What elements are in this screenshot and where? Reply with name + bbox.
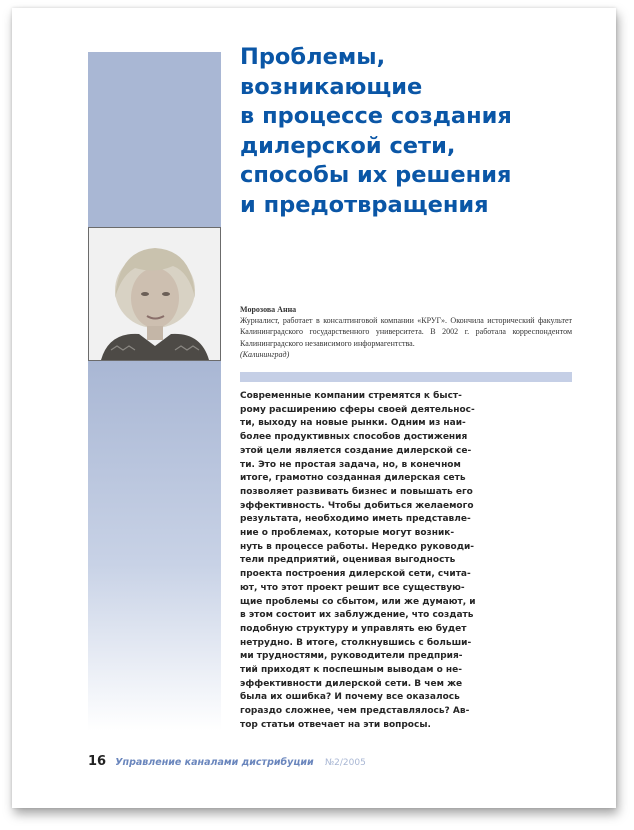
title-line: Проблемы, [240,44,386,70]
lead-line: гораздо сложнее, чем представлялось? Ав- [240,706,470,717]
lead-line: рому расширению сферы своей деятельнос- [240,404,475,415]
page-number: 16 [88,754,107,769]
title-line: дилерской сети, [240,132,456,159]
decorative-blue-block-top [88,52,221,227]
title-line: и предотвращения [240,191,489,218]
author-block [240,304,572,360]
separator-bar [240,372,572,382]
author-photo [88,227,221,361]
lead-line: нетрудно. В итоге, столкнувшись с больши- [240,637,472,648]
title-line: в процессе создания [240,103,512,129]
lead-line: тий приходят к поспешным выводам о не- [240,665,462,676]
article-title [240,43,580,220]
lead-line: подобную структуру и управлять ею будет [240,623,467,634]
lead-line: ти, выходу на новые рынки. Одним из наи- [240,418,466,429]
lead-line: в этом состоит их заблуждение, что создать [240,610,474,621]
author-bio: Журналист, работает в консалтинговой компании «КРУГ». Окончила исторический факультет Калининградского государственного университета. В 2002 г. работала корреспондентом Калининградского независимого информагентства. [240,316,572,348]
lead-line: позволяет развивать бизнес и повышать его [240,486,473,497]
lead-line: нуть в процессе работы. Нередко руководи- [240,541,475,552]
lead-line: тор статьи отвечает на эти вопросы. [240,719,431,730]
author-name: Морозова Анна [240,305,297,314]
magazine-name: Управление каналами дистрибуции [115,757,314,768]
title-line: возникающие [240,73,423,100]
page-footer [88,750,366,769]
lead-line: тели предприятий, оценивая выгодность [240,555,456,566]
lead-line: проекта построения дилерской сети, счита- [240,569,471,580]
lead-line: эффективности дилерской сети. В чем же [240,678,463,689]
decorative-blue-block-bottom [88,361,221,731]
author-portrait-image [89,228,220,360]
lead-line: результата, необходимо иметь представле- [240,514,471,525]
title-line: способы их решения [240,162,512,188]
magazine-page [12,8,616,808]
lead-line: щие проблемы со сбытом, или же думают, и [240,596,476,607]
lead-line: ми трудностями, руководители предприя- [240,651,463,662]
lead-line: этой цели является создание дилерской се- [240,445,472,456]
lead-line: Современные компании стремятся к быст- [240,391,462,401]
lead-line: была их ошибка? И почему все оказалось [240,692,460,703]
lead-line: эффективность. Чтобы добиться желаемого [240,500,474,511]
lead-line: ние о проблемах, которые могут возник- [240,528,455,539]
lead-line: итоге, грамотно созданная дилерская сеть [240,473,466,484]
article-lead [240,390,492,733]
issue-number: №2/2005 [324,758,366,768]
lead-line: ти. Это не простая задача, но, в конечном [240,459,461,470]
lead-line: ют, что этот проект решит все существую- [240,582,465,593]
lead-line: более продуктивных способов достижения [240,432,468,443]
author-city: (Калининград) [240,349,290,359]
